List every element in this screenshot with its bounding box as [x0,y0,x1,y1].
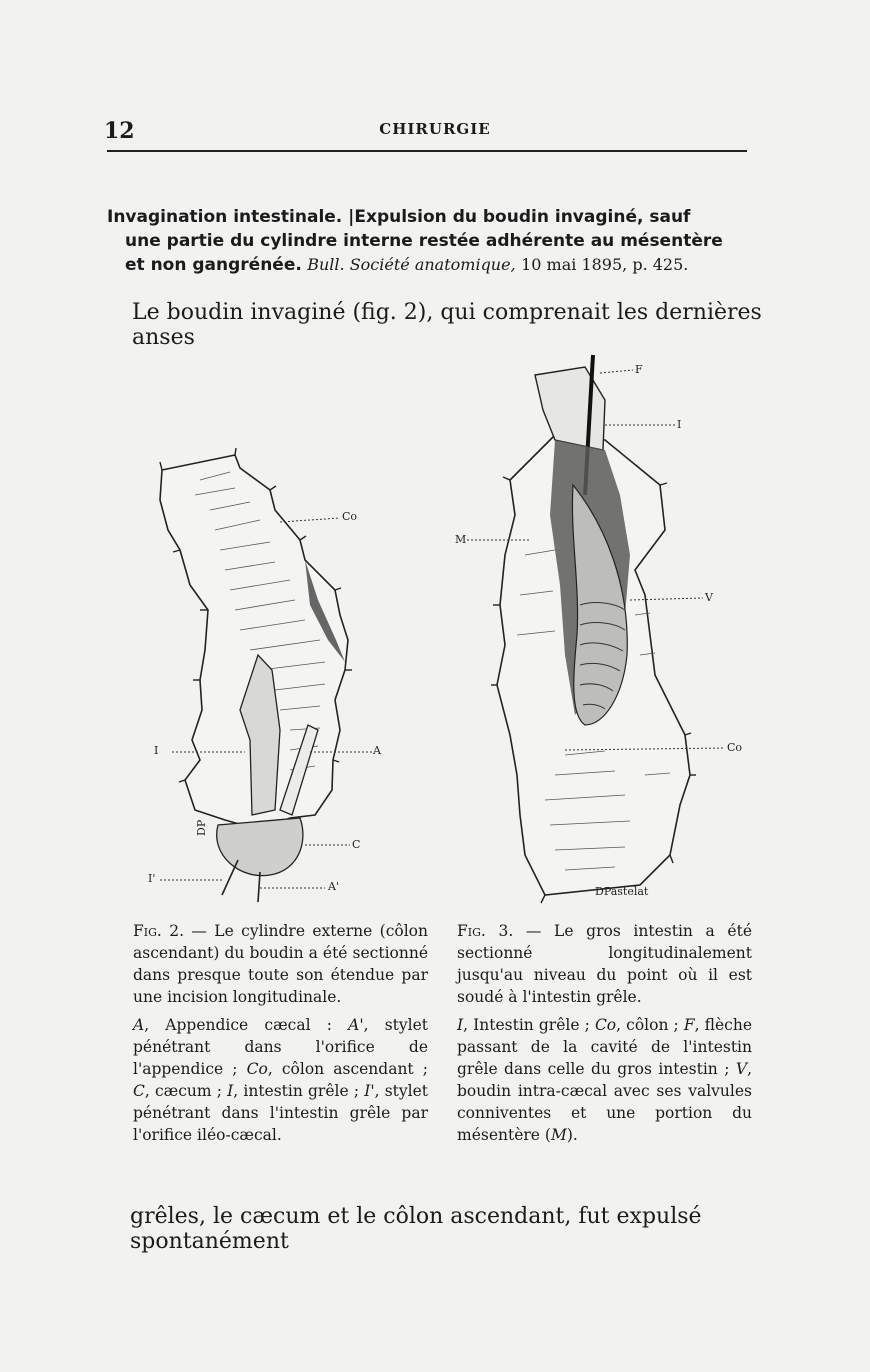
fig2-legend-a-text: , Appendice cæcal : [144,1016,349,1034]
fig2-caption-label: Fig. 2. [133,922,184,940]
fig3-caption-label: Fig. 3. [457,922,514,940]
fig3-legend-i: I [457,1016,464,1034]
fig2-legend-a-prime: A' [348,1016,364,1034]
fig2-legend-c: C [133,1082,145,1100]
fig3-legend-v: V [735,1060,748,1078]
fig2-caption-legend [133,1014,428,1146]
fig2-legend-co: Co [246,1060,268,1078]
fig3-label-m: M [455,533,467,546]
fig3-legend-co-text: , côlon ; [616,1016,684,1034]
header-rule [107,150,747,152]
figure-3-caption [457,920,752,1146]
fig2-label-i: I [154,744,159,757]
stylet-appendix [258,872,260,902]
body-text-top: Le boudin invaginé (fig. 2), qui comprenait les dernières anses [132,300,762,350]
fig3-legend-co: Co [594,1016,617,1034]
fig3-label-co: Co [727,741,743,754]
fig2-caption-lead [133,920,428,1008]
fig3-legend-m-text: ). [566,1126,578,1144]
running-title: CHIRURGIE [379,120,491,138]
fig3-legend-f-text: , flèche passant de la cavité de l'intestin grêle dans celle du gros intestin ; [457,1016,753,1078]
reference-title-end: et non gangrénée. [125,255,302,275]
fig3-label-f: F [635,363,643,376]
fig3-caption-lead [457,920,752,1008]
fig2-legend-a: A [133,1016,145,1034]
small-intestine-tube [535,367,605,450]
reference-title-line-2: une partie du cylindre interne restée adhérente au mésentère [125,231,723,251]
reference-title-line-3 [107,253,757,277]
fig2-legend-i: I [227,1082,234,1100]
reference-date: 10 mai 1895, p. 425. [521,255,689,274]
reference-title-line-1: Invagination intestinale. |Expulsion du boudin invaginé, sauf [107,207,691,227]
fig2-label-c: C [352,838,361,851]
caecum [217,818,303,876]
fig3-legend-m: M [550,1126,567,1144]
fig2-legend-co-text: , côlon ascendant ; [267,1060,428,1078]
fig3-legend-i-text: , Intestin grêle ; [463,1016,595,1034]
body-text-bottom: grêles, le cæcum et le côlon ascendant, fut expulsé spontanément [130,1204,702,1254]
reference-journal: Bull. Société anatomique, [307,255,516,274]
figure-2-illustration [140,440,380,910]
fig2-legend-a-prime-text: , stylet pénétrant dans l'orifice de l'appendice ; [133,1016,428,1078]
fig3-label-v: V [705,591,713,604]
fig3-legend-v-text: , boudin intra-cæcal avec ses valvules conniventes et une portion du mésentère ( [457,1060,752,1144]
fig2-caption-lead-text: — Le cylindre externe (côlon ascendant) du boudin a été sectionné dans presque toute son étendue par une incision longitudinale. [133,922,428,1006]
fig2-legend-i-prime: I' [364,1082,375,1100]
fig2-legend-c-text: , cæcum ; [144,1082,228,1100]
stylet-small-intestine [222,860,238,895]
fig2-label-a: A [373,744,381,757]
figure-2-caption [133,920,428,1146]
fig2-label-i-prime: I' [148,872,156,885]
fig3-caption-legend [457,1014,752,1146]
fig2-label-co: Co [342,510,358,523]
fig3-signature: DPastelat [595,885,649,898]
figure-3-illustration [455,355,745,905]
fig2-legend-i-prime-text: , stylet pénétrant dans l'intestin grêle par l'orifice iléo-cæcal. [133,1082,429,1144]
fig3-label-i: I [677,418,682,431]
fig2-label-a-prime: A' [328,880,339,893]
fig2-legend-i-text: , intestin grêle ; [233,1082,365,1100]
page-number: 12 [104,118,135,144]
reference-block [107,205,757,277]
fig3-caption-lead-text: — Le gros intestin a été sectionné longitudinalement jusqu'au niveau du point où il est soudé à l'intestin grêle. [457,922,752,1006]
fig2-signature: DP [195,819,208,836]
fig3-legend-f: F [683,1016,695,1034]
